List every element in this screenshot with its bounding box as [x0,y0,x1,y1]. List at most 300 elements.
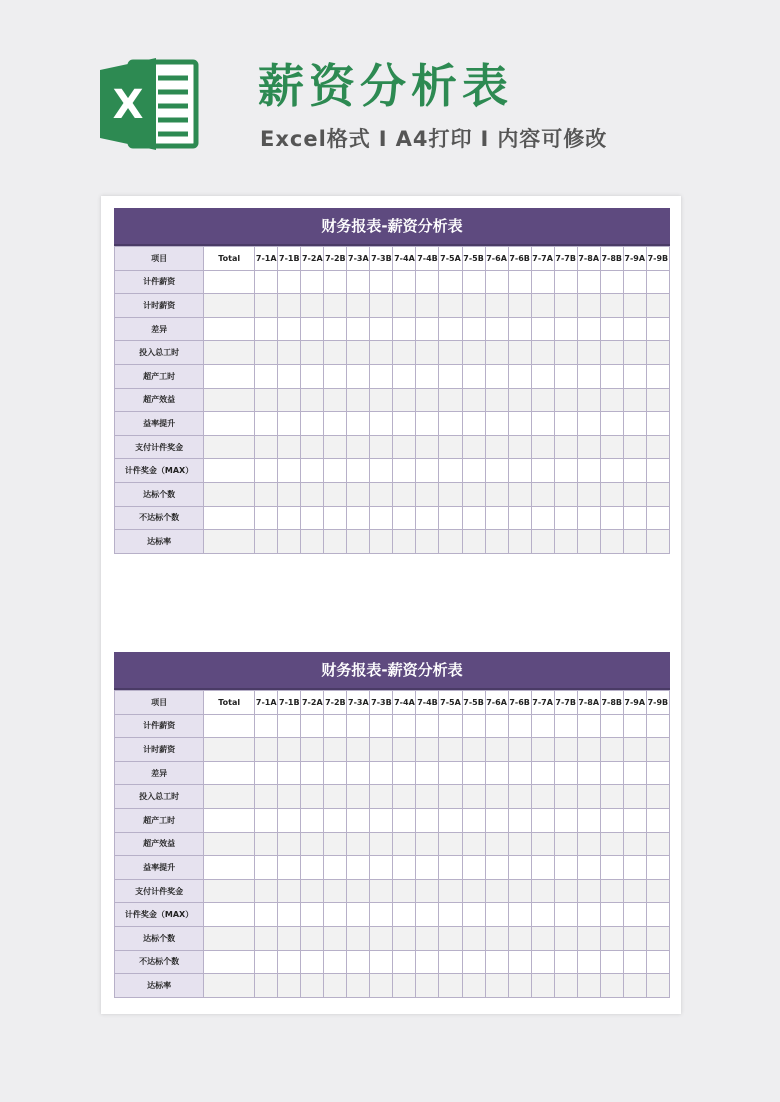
table-cell[interactable] [508,506,531,530]
table-cell[interactable] [439,530,462,554]
table-cell[interactable] [347,974,370,998]
table-cell[interactable] [646,317,669,341]
table-cell[interactable] [462,294,485,318]
table-cell[interactable] [531,832,554,856]
table-cell[interactable] [439,506,462,530]
table-cell[interactable] [278,294,301,318]
table-cell[interactable] [485,785,508,809]
table-cell[interactable] [462,482,485,506]
table-cell[interactable] [623,738,646,762]
table-cell[interactable] [255,388,278,412]
table-cell[interactable] [324,270,347,294]
table-cell[interactable] [577,832,600,856]
table-cell[interactable] [577,482,600,506]
table-cell[interactable] [439,435,462,459]
table-cell[interactable] [393,506,416,530]
table-cell[interactable] [623,341,646,365]
table-cell[interactable] [462,785,485,809]
table-cell[interactable] [301,506,324,530]
table-cell[interactable] [393,388,416,412]
table-cell[interactable] [577,317,600,341]
table-cell[interactable] [646,294,669,318]
table-cell[interactable] [577,926,600,950]
table-cell[interactable] [646,341,669,365]
table-cell[interactable] [204,530,255,554]
table-cell[interactable] [439,341,462,365]
table-cell[interactable] [278,435,301,459]
table-cell[interactable] [439,879,462,903]
table-cell[interactable] [278,785,301,809]
table-cell[interactable] [600,412,623,436]
table-cell[interactable] [324,459,347,483]
table-cell[interactable] [416,950,439,974]
table-cell[interactable] [577,294,600,318]
table-cell[interactable] [508,341,531,365]
table-cell[interactable] [255,364,278,388]
table-cell[interactable] [370,738,393,762]
table-cell[interactable] [554,459,577,483]
table-cell[interactable] [508,761,531,785]
table-cell[interactable] [370,856,393,880]
table-cell[interactable] [278,974,301,998]
table-cell[interactable] [462,879,485,903]
table-cell[interactable] [623,459,646,483]
table-cell[interactable] [462,808,485,832]
table-cell[interactable] [623,435,646,459]
table-cell[interactable] [393,530,416,554]
table-cell[interactable] [577,856,600,880]
table-cell[interactable] [301,459,324,483]
table-cell[interactable] [255,785,278,809]
table-cell[interactable] [646,950,669,974]
table-cell[interactable] [416,435,439,459]
table-cell[interactable] [416,785,439,809]
table-cell[interactable] [370,412,393,436]
table-cell[interactable] [531,856,554,880]
table-cell[interactable] [255,317,278,341]
table-cell[interactable] [370,435,393,459]
table-cell[interactable] [577,950,600,974]
table-cell[interactable] [646,412,669,436]
table-cell[interactable] [485,388,508,412]
table-cell[interactable] [370,879,393,903]
table-cell[interactable] [485,761,508,785]
table-cell[interactable] [485,435,508,459]
table-cell[interactable] [255,714,278,738]
table-cell[interactable] [393,879,416,903]
table-cell[interactable] [204,459,255,483]
table-cell[interactable] [600,926,623,950]
table-cell[interactable] [508,950,531,974]
table-cell[interactable] [485,856,508,880]
table-cell[interactable] [485,903,508,927]
table-cell[interactable] [623,530,646,554]
table-cell[interactable] [393,903,416,927]
table-cell[interactable] [554,950,577,974]
table-cell[interactable] [301,950,324,974]
table-cell[interactable] [485,482,508,506]
table-cell[interactable] [370,926,393,950]
table-cell[interactable] [301,974,324,998]
table-cell[interactable] [416,388,439,412]
table-cell[interactable] [508,482,531,506]
table-cell[interactable] [439,738,462,762]
table-cell[interactable] [554,879,577,903]
table-cell[interactable] [324,294,347,318]
table-cell[interactable] [393,714,416,738]
table-cell[interactable] [370,761,393,785]
table-cell[interactable] [393,364,416,388]
table-cell[interactable] [577,364,600,388]
table-cell[interactable] [301,412,324,436]
table-cell[interactable] [646,785,669,809]
table-cell[interactable] [324,974,347,998]
table-cell[interactable] [623,950,646,974]
table-cell[interactable] [485,926,508,950]
table-cell[interactable] [508,903,531,927]
table-cell[interactable] [416,879,439,903]
table-cell[interactable] [393,459,416,483]
table-cell[interactable] [324,435,347,459]
table-cell[interactable] [324,785,347,809]
table-cell[interactable] [623,294,646,318]
table-cell[interactable] [370,317,393,341]
table-cell[interactable] [370,808,393,832]
table-cell[interactable] [577,761,600,785]
table-cell[interactable] [255,832,278,856]
table-cell[interactable] [485,714,508,738]
table-cell[interactable] [416,530,439,554]
table-cell[interactable] [554,832,577,856]
table-cell[interactable] [485,950,508,974]
table-cell[interactable] [324,412,347,436]
table-cell[interactable] [439,317,462,341]
table-cell[interactable] [623,388,646,412]
table-cell[interactable] [439,294,462,318]
table-cell[interactable] [531,482,554,506]
table-cell[interactable] [347,388,370,412]
table-cell[interactable] [577,341,600,365]
table-cell[interactable] [600,738,623,762]
table-cell[interactable] [301,785,324,809]
table-cell[interactable] [301,832,324,856]
table-cell[interactable] [646,879,669,903]
table-cell[interactable] [554,856,577,880]
table-cell[interactable] [462,832,485,856]
table-cell[interactable] [278,270,301,294]
table-cell[interactable] [439,412,462,436]
table-cell[interactable] [531,761,554,785]
table-cell[interactable] [462,974,485,998]
table-cell[interactable] [301,530,324,554]
table-cell[interactable] [278,506,301,530]
table-cell[interactable] [255,950,278,974]
table-cell[interactable] [347,506,370,530]
table-cell[interactable] [278,388,301,412]
table-cell[interactable] [462,412,485,436]
table-cell[interactable] [255,761,278,785]
table-cell[interactable] [278,832,301,856]
table-cell[interactable] [646,974,669,998]
table-cell[interactable] [508,412,531,436]
table-cell[interactable] [255,341,278,365]
table-cell[interactable] [623,856,646,880]
table-cell[interactable] [301,879,324,903]
table-cell[interactable] [204,832,255,856]
table-cell[interactable] [600,270,623,294]
table-cell[interactable] [204,317,255,341]
table-cell[interactable] [623,270,646,294]
table-cell[interactable] [439,974,462,998]
table-cell[interactable] [623,879,646,903]
table-cell[interactable] [623,785,646,809]
table-cell[interactable] [255,926,278,950]
table-cell[interactable] [600,482,623,506]
table-cell[interactable] [204,388,255,412]
table-cell[interactable] [301,808,324,832]
table-cell[interactable] [554,926,577,950]
table-cell[interactable] [301,388,324,412]
table-cell[interactable] [531,785,554,809]
table-cell[interactable] [577,459,600,483]
table-cell[interactable] [370,459,393,483]
table-cell[interactable] [485,459,508,483]
table-cell[interactable] [577,879,600,903]
table-cell[interactable] [623,364,646,388]
table-cell[interactable] [439,714,462,738]
table-cell[interactable] [554,270,577,294]
table-cell[interactable] [531,412,554,436]
table-cell[interactable] [623,832,646,856]
table-cell[interactable] [554,530,577,554]
table-cell[interactable] [554,506,577,530]
table-cell[interactable] [204,738,255,762]
table-cell[interactable] [255,808,278,832]
table-cell[interactable] [485,506,508,530]
table-cell[interactable] [577,435,600,459]
table-cell[interactable] [508,317,531,341]
table-cell[interactable] [646,364,669,388]
table-cell[interactable] [554,903,577,927]
table-cell[interactable] [393,761,416,785]
table-cell[interactable] [508,435,531,459]
table-cell[interactable] [393,341,416,365]
table-cell[interactable] [646,738,669,762]
table-cell[interactable] [600,785,623,809]
table-cell[interactable] [439,832,462,856]
table-cell[interactable] [370,714,393,738]
table-cell[interactable] [531,270,554,294]
table-cell[interactable] [278,482,301,506]
table-cell[interactable] [204,294,255,318]
table-cell[interactable] [347,317,370,341]
table-cell[interactable] [646,482,669,506]
table-cell[interactable] [600,341,623,365]
table-cell[interactable] [623,317,646,341]
table-cell[interactable] [204,950,255,974]
table-cell[interactable] [646,926,669,950]
table-cell[interactable] [531,388,554,412]
table-cell[interactable] [416,808,439,832]
table-cell[interactable] [531,808,554,832]
table-cell[interactable] [508,738,531,762]
table-cell[interactable] [462,270,485,294]
table-cell[interactable] [204,974,255,998]
table-cell[interactable] [623,506,646,530]
table-cell[interactable] [204,506,255,530]
table-cell[interactable] [347,341,370,365]
table-cell[interactable] [278,714,301,738]
table-cell[interactable] [416,317,439,341]
table-cell[interactable] [370,270,393,294]
table-cell[interactable] [278,879,301,903]
table-cell[interactable] [439,856,462,880]
table-cell[interactable] [255,903,278,927]
table-cell[interactable] [462,459,485,483]
table-cell[interactable] [278,926,301,950]
table-cell[interactable] [439,950,462,974]
table-cell[interactable] [508,530,531,554]
table-cell[interactable] [623,974,646,998]
table-cell[interactable] [370,530,393,554]
table-cell[interactable] [278,856,301,880]
table-cell[interactable] [255,506,278,530]
table-cell[interactable] [204,270,255,294]
table-cell[interactable] [324,506,347,530]
table-cell[interactable] [301,364,324,388]
table-cell[interactable] [347,950,370,974]
table-cell[interactable] [347,435,370,459]
table-cell[interactable] [531,903,554,927]
table-cell[interactable] [646,761,669,785]
table-cell[interactable] [462,388,485,412]
table-cell[interactable] [278,317,301,341]
table-cell[interactable] [531,435,554,459]
table-cell[interactable] [204,785,255,809]
table-cell[interactable] [531,459,554,483]
table-cell[interactable] [646,388,669,412]
table-cell[interactable] [324,903,347,927]
table-cell[interactable] [301,856,324,880]
table-cell[interactable] [462,317,485,341]
table-cell[interactable] [347,530,370,554]
table-cell[interactable] [623,808,646,832]
table-cell[interactable] [204,482,255,506]
table-cell[interactable] [554,341,577,365]
table-cell[interactable] [301,903,324,927]
table-cell[interactable] [278,738,301,762]
table-cell[interactable] [416,412,439,436]
table-cell[interactable] [646,506,669,530]
table-cell[interactable] [393,317,416,341]
table-cell[interactable] [554,435,577,459]
table-cell[interactable] [439,761,462,785]
table-cell[interactable] [204,714,255,738]
table-cell[interactable] [204,412,255,436]
table-cell[interactable] [416,459,439,483]
table-cell[interactable] [485,317,508,341]
table-cell[interactable] [577,974,600,998]
table-cell[interactable] [301,482,324,506]
table-cell[interactable] [600,761,623,785]
table-cell[interactable] [623,926,646,950]
table-cell[interactable] [577,530,600,554]
table-cell[interactable] [508,926,531,950]
table-cell[interactable] [508,832,531,856]
table-cell[interactable] [439,808,462,832]
table-cell[interactable] [508,294,531,318]
table-cell[interactable] [324,341,347,365]
table-cell[interactable] [301,738,324,762]
table-cell[interactable] [393,294,416,318]
table-cell[interactable] [577,270,600,294]
table-cell[interactable] [554,808,577,832]
table-cell[interactable] [508,388,531,412]
table-cell[interactable] [485,341,508,365]
table-cell[interactable] [462,950,485,974]
table-cell[interactable] [439,270,462,294]
table-cell[interactable] [324,364,347,388]
table-cell[interactable] [278,412,301,436]
table-cell[interactable] [439,364,462,388]
table-cell[interactable] [531,506,554,530]
table-cell[interactable] [278,808,301,832]
table-cell[interactable] [324,530,347,554]
table-cell[interactable] [462,506,485,530]
table-cell[interactable] [554,364,577,388]
table-cell[interactable] [393,412,416,436]
table-cell[interactable] [508,856,531,880]
table-cell[interactable] [508,808,531,832]
table-cell[interactable] [301,270,324,294]
table-cell[interactable] [370,785,393,809]
table-cell[interactable] [255,412,278,436]
table-cell[interactable] [255,974,278,998]
table-cell[interactable] [393,482,416,506]
table-cell[interactable] [393,832,416,856]
table-cell[interactable] [577,412,600,436]
table-cell[interactable] [301,435,324,459]
table-cell[interactable] [370,506,393,530]
table-cell[interactable] [255,530,278,554]
table-cell[interactable] [462,530,485,554]
table-cell[interactable] [324,926,347,950]
table-cell[interactable] [600,364,623,388]
table-cell[interactable] [462,903,485,927]
table-cell[interactable] [646,856,669,880]
table-cell[interactable] [600,294,623,318]
table-cell[interactable] [324,761,347,785]
table-cell[interactable] [416,738,439,762]
table-cell[interactable] [347,761,370,785]
table-cell[interactable] [508,459,531,483]
table-cell[interactable] [485,879,508,903]
table-cell[interactable] [485,974,508,998]
table-cell[interactable] [301,317,324,341]
table-cell[interactable] [347,270,370,294]
table-cell[interactable] [255,459,278,483]
table-cell[interactable] [508,714,531,738]
table-cell[interactable] [646,903,669,927]
table-cell[interactable] [623,903,646,927]
table-cell[interactable] [600,435,623,459]
table-cell[interactable] [554,388,577,412]
table-cell[interactable] [324,856,347,880]
table-cell[interactable] [416,761,439,785]
table-cell[interactable] [485,832,508,856]
table-cell[interactable] [508,879,531,903]
table-cell[interactable] [324,808,347,832]
